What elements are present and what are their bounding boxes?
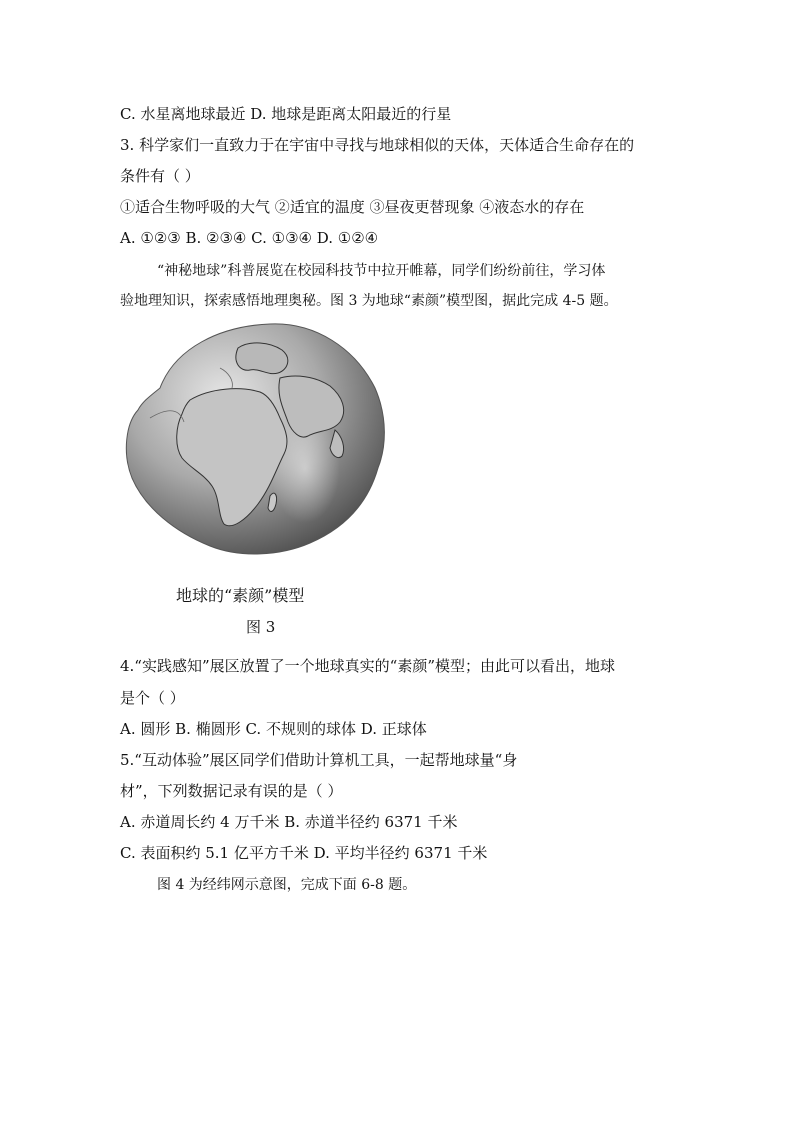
figure-4-intro: 图 4 为经纬网示意图，完成下面 6-8 题。 [157, 877, 417, 893]
question-5-stem-cont: 材”，下列数据记录有误的是（ ） [120, 782, 343, 800]
figure-caption: 地球的“素颜”模型 [176, 586, 305, 605]
option-line-q2-cd: C. 水星离地球最近 D. 地球是距离太阳最近的行星 [120, 105, 452, 123]
question-4-options: A. 圆形 B. 椭圆形 C. 不规则的球体 D. 正球体 [120, 720, 427, 738]
question-4-stem-cont: 是个（ ） [120, 689, 185, 707]
passage-intro-cont: 验地理知识，探索感悟地理奥秘。图 3 为地球“素颜”模型图，据此完成 4-5 题。 [120, 293, 618, 309]
figure-label: 图 3 [246, 618, 276, 636]
geoid-globe-image [120, 318, 390, 558]
question-5-options-ab: A. 赤道周长约 4 万千米 B. 赤道半径约 6371 千米 [120, 813, 458, 831]
question-5-stem: 5.“互动体验”展区同学们借助计算机工具，一起帮地球量“身 [120, 751, 518, 769]
question-3-stem-cont: 条件有（ ） [120, 167, 200, 185]
question-3-options: A. ①②③ B. ②③④ C. ①③④ D. ①②④ [120, 229, 379, 247]
question-3-stem: 3. 科学家们一直致力于在宇宙中寻找与地球相似的天体，天体适合生命存在的 [120, 136, 635, 154]
passage-intro: “神秘地球”科普展览在校园科技节中拉开帷幕，同学们纷纷前往，学习体 [157, 263, 606, 279]
question-4-stem: 4.“实践感知”展区放置了一个地球真实的“素颜”模型；由此可以看出，地球 [120, 657, 615, 675]
question-3-conditions: ①适合生物呼吸的大气 ②适宜的温度 ③昼夜更替现象 ④液态水的存在 [120, 198, 585, 216]
question-5-options-cd: C. 表面积约 5.1 亿平方千米 D. 平均半径约 6371 千米 [120, 844, 488, 862]
